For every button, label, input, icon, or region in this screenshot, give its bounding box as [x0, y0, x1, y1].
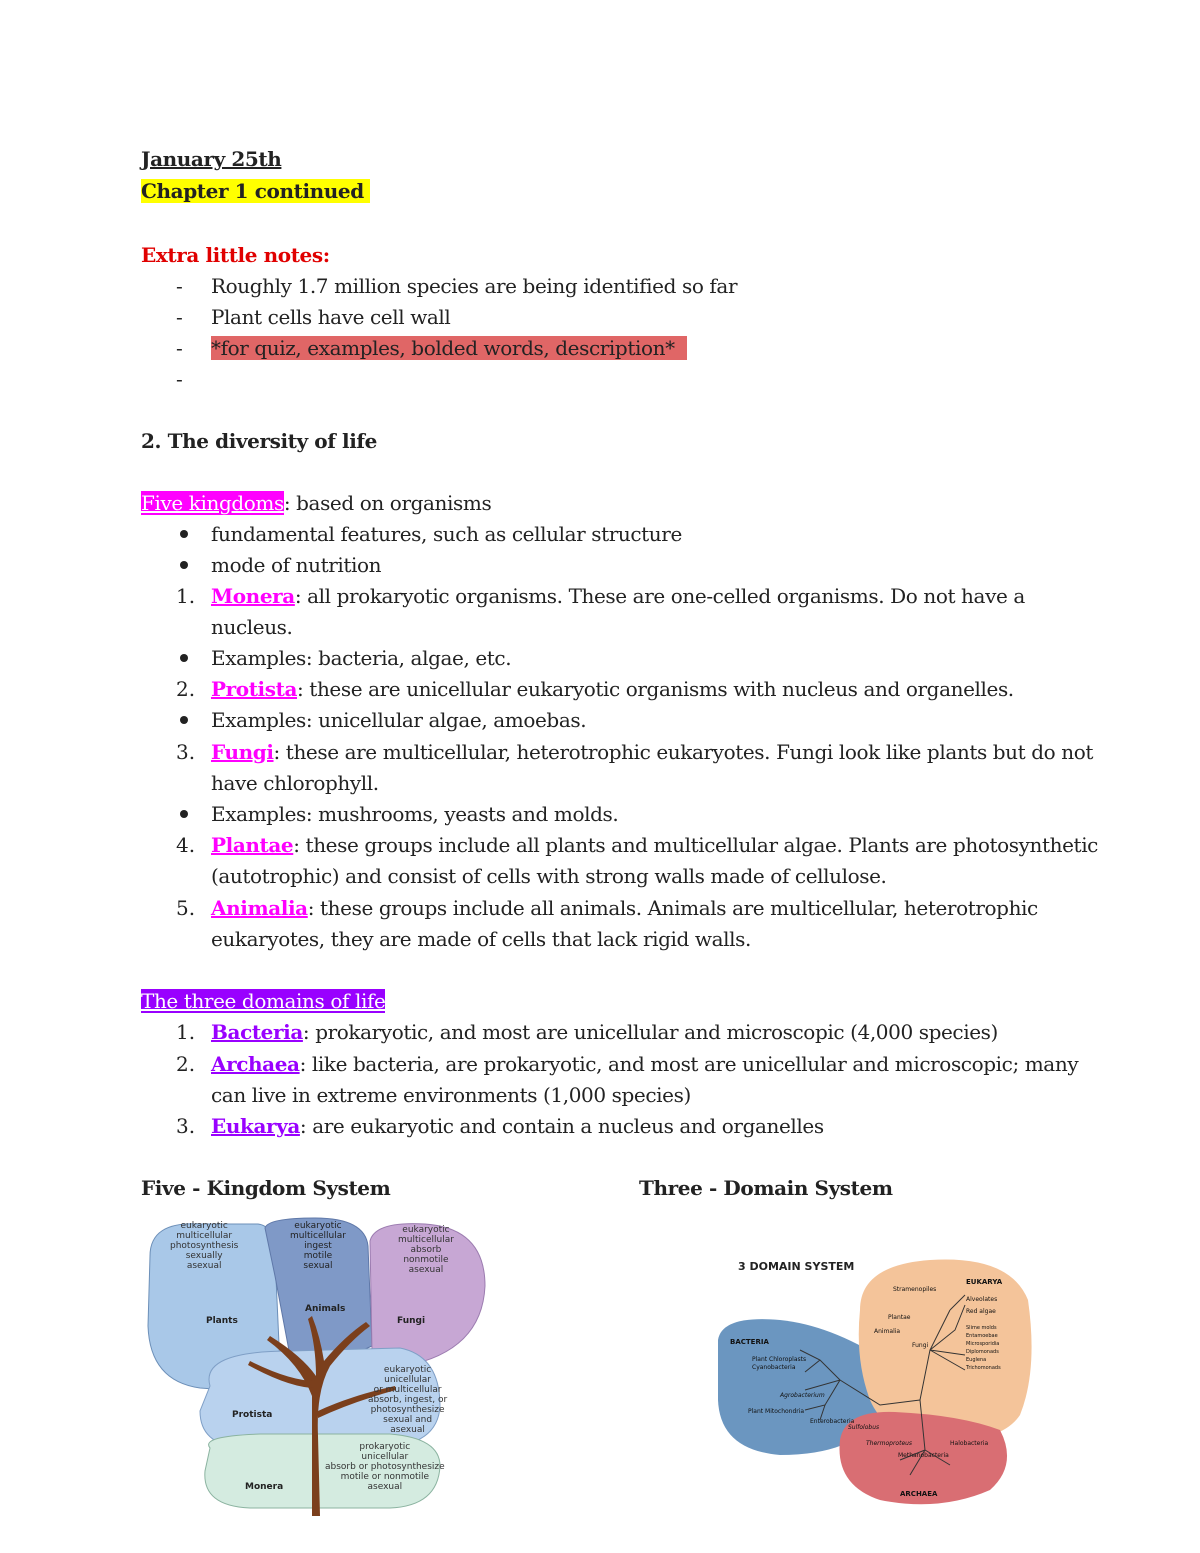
monera-description: prokaryotic unicellular absorb or photosynthesize motile or nonmotile asexual [325, 1442, 445, 1492]
archaea-item: Sulfolobus [848, 1424, 880, 1431]
protista-description: eukaryotic unicellular or multicellular absorb, ingest, or photosynthesize sexual and asexual [368, 1365, 448, 1435]
note-item: Plant cells have cell wall [211, 305, 451, 329]
domain-archaea: Archaea: like bacteria, are prokaryotic, and most are unicellular and microscopic; many [211, 1052, 1079, 1076]
list-number: 5. [176, 896, 196, 920]
example-item: Examples: mushrooms, yeasts and molds. [211, 802, 619, 826]
list-number: 3. [176, 740, 196, 764]
kingdom-protista: Protista: these are unicellular eukaryotic organisms with nucleus and organelles. [211, 677, 1014, 701]
animals-description: eukaryotic multicellular ingest motile sexual [290, 1221, 346, 1271]
monera-label: Monera [245, 1482, 284, 1492]
eukarya-label: EUKARYA [966, 1278, 1003, 1286]
list-number: 1. [176, 584, 196, 608]
note-item-highlighted: *for quiz, examples, bolded words, description* [211, 336, 687, 360]
protista-label: Protista [232, 1410, 273, 1420]
section-title: 2. The diversity of life [141, 429, 377, 453]
eukarya-item: Fungi [912, 1342, 929, 1349]
plants-label: Plants [206, 1316, 238, 1326]
dash-marker: - [176, 305, 183, 329]
archaea-label: ARCHAEA [900, 1490, 938, 1498]
bacteria-item: Plant Mitochondria [748, 1408, 805, 1415]
list-number: 4. [176, 833, 196, 857]
kingdom-fungi-cont: have chlorophyll. [211, 771, 379, 795]
three-domain-title: 3 DOMAIN SYSTEM [738, 1260, 855, 1273]
list-number: 1. [176, 1020, 196, 1044]
extra-notes-title: Extra little notes: [141, 243, 330, 267]
note-item: Roughly 1.7 million species are being identified so far [211, 274, 738, 298]
dash-marker: - [176, 367, 183, 391]
kingdom-animalia-cont: eukaryotes, they are made of cells that lack rigid walls. [211, 927, 751, 951]
bullet-marker [180, 810, 188, 818]
domains-title: The three domains of life [141, 989, 386, 1013]
five-kingdoms-intro: Five kingdoms: based on organisms [141, 491, 492, 515]
kingdom-plantae-cont: (autotrophic) and consist of cells with strong walls made of cellulose. [211, 864, 887, 888]
eukarya-item: Alveolates [966, 1296, 998, 1303]
domain-bacteria: Bacteria: prokaryotic, and most are unicellular and microscopic (4,000 species) [211, 1020, 998, 1044]
bacteria-item: Agrobacterium [780, 1392, 825, 1399]
kingdom-animalia: Animalia: these groups include all animals. Animals are multicellular, heterotrophic [211, 896, 1038, 920]
bullet-marker [180, 530, 188, 538]
date-heading: January 25th [141, 147, 282, 171]
bullet-marker [180, 561, 188, 569]
kingdom-fungi: Fungi: these are multicellular, heterotrophic eukaryotes. Fungi look like plants but do not [211, 740, 1094, 764]
eukarya-item: Stramenopiles [893, 1286, 937, 1293]
list-number: 3. [176, 1114, 196, 1138]
example-item: Examples: bacteria, algae, etc. [211, 646, 512, 670]
bacteria-item: Enterobacteria [810, 1418, 855, 1425]
eukarya-item: Red algae [966, 1308, 996, 1315]
kingdom-monera: Monera: all prokaryotic organisms. These are one-celled organisms. Do not have a [211, 584, 1025, 608]
kingdom-plantae: Plantae: these groups include all plants and multicellular algae. Plants are photosynthetic [211, 833, 1098, 857]
list-number: 2. [176, 1052, 196, 1076]
archaea-item: Methanobacteria [898, 1452, 949, 1459]
bullet-item: mode of nutrition [211, 553, 382, 577]
five-kingdom-caption: Five - Kingdom System [141, 1176, 391, 1200]
fungi-description: eukaryotic multicellular absorb nonmotile asexual [398, 1225, 454, 1275]
domain-archaea-cont: can live in extreme environments (1,000 species) [211, 1083, 691, 1107]
bullet-marker [180, 716, 188, 724]
eukarya-item: Plantae [888, 1314, 911, 1321]
three-domain-caption: Three - Domain System [639, 1176, 893, 1200]
bullet-item: fundamental features, such as cellular structure [211, 522, 682, 546]
archaea-item: Thermoproteus [866, 1440, 913, 1447]
bullet-marker [180, 654, 188, 662]
five-kingdoms-term: Five kingdoms [141, 491, 284, 515]
dash-marker: - [176, 336, 183, 360]
domain-eukarya: Eukarya: are eukaryotic and contain a nucleus and organelles [211, 1114, 824, 1138]
eukarya-item: Animalia [874, 1328, 901, 1335]
bacteria-items: Plant Chloroplasts Cyanobacteria [752, 1356, 807, 1371]
plants-description: eukaryotic multicellular photosynthesis sexually asexual [170, 1221, 239, 1271]
example-item: Examples: unicellular algae, amoebas. [211, 708, 587, 732]
eukarya-items-list: Slime molds Entamoebae Microsporidia Diplomonads Euglena Trichomonads [966, 1325, 1001, 1371]
chapter-heading: Chapter 1 continued [141, 179, 370, 203]
fungi-label: Fungi [397, 1316, 426, 1326]
kingdom-monera-cont: nucleus. [211, 615, 293, 639]
animals-label: Animals [305, 1304, 346, 1314]
list-number: 2. [176, 677, 196, 701]
archaea-item: Halobacteria [950, 1440, 989, 1447]
three-domain-diagram [710, 1250, 1050, 1510]
dash-marker: - [176, 274, 183, 298]
bacteria-label: BACTERIA [730, 1338, 769, 1346]
